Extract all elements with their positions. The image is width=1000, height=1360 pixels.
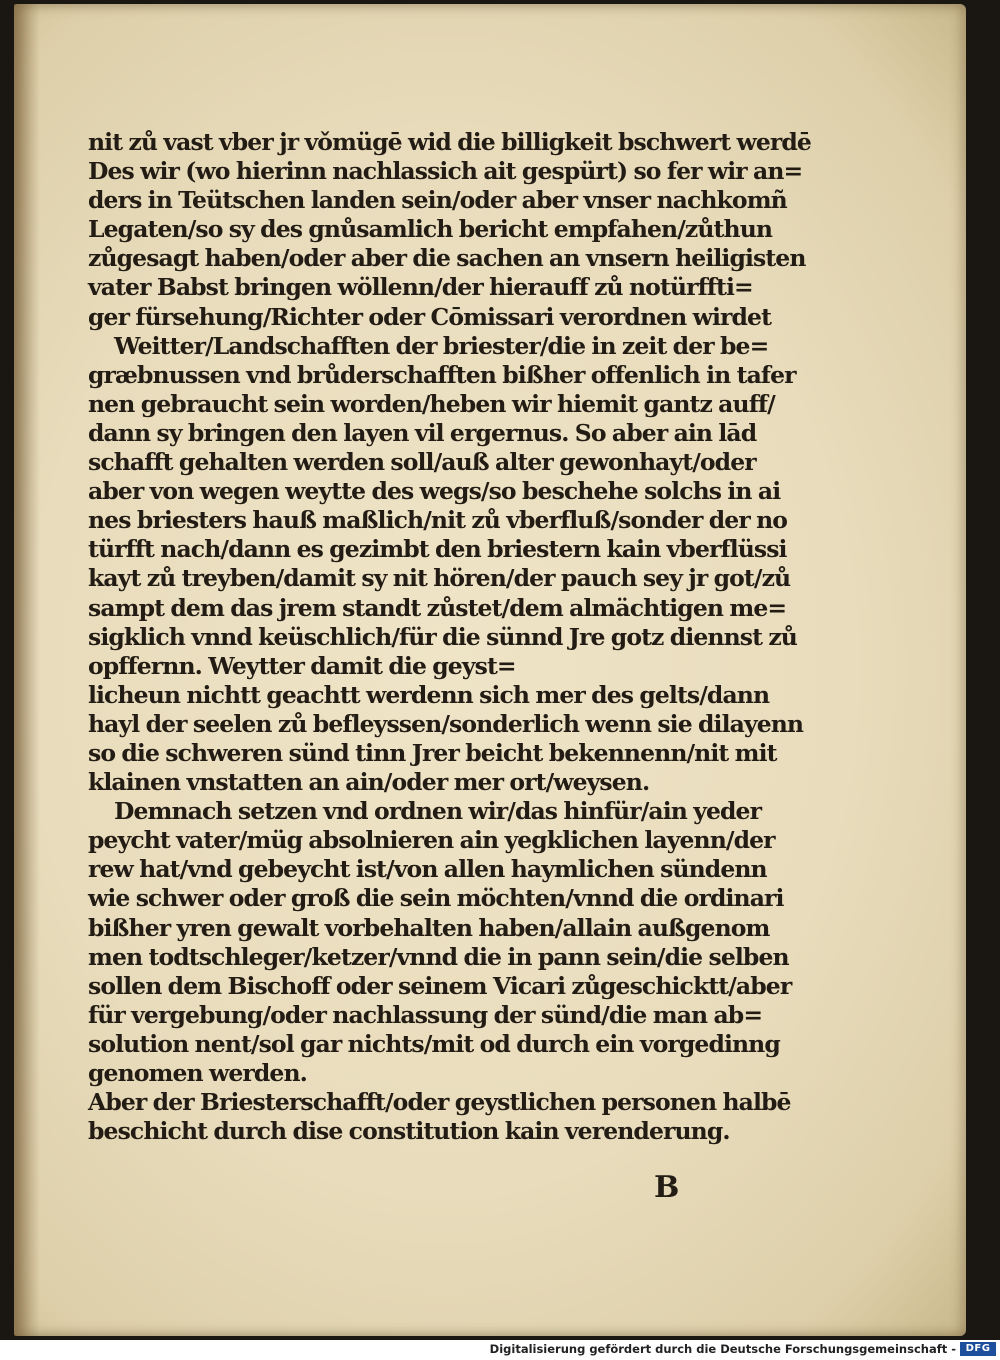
text-line: opffernn. Weytter damit die geyst=: [88, 651, 516, 680]
text-line: für vergebung/oder nachlassung der sünd/die man ab=: [88, 1000, 763, 1029]
text-line: Aber der Briesterschafft/oder geystlichen personen halbē: [88, 1088, 791, 1117]
text-line: genomen werden.: [88, 1059, 307, 1087]
text-line: nen gebraucht sein worden/heben wir hiemit gantz auff/: [88, 389, 775, 418]
text-line: wie schwer oder groß die sein möchten/vnnd die ordinari: [88, 884, 784, 913]
text-line: licheun nichtt geachtt werdenn sich mer des gelts/dann: [88, 680, 770, 709]
text-line: men todtschleger/ketzer/vnnd die in pann sein/die selben: [88, 942, 789, 971]
signature-mark: B: [654, 1170, 680, 1205]
text-line: aber von wegen weytte des wegs/so beschehe solchs in ai: [88, 477, 781, 506]
text-line: sigklich vnnd keüschlich/für die sünnd Jre gotz diennst zů: [88, 622, 797, 651]
text-line: Weitter/Landschafften der briester/die in zeit der be=: [114, 331, 769, 360]
text-line: so die schweren sünd tinn Jrer beicht bekennenn/nit mit: [88, 738, 777, 767]
dfg-logo: DFG: [960, 1342, 996, 1356]
text-line: schafft gehalten werden soll/auß alter gewonhayt/oder: [88, 448, 756, 477]
text-line: vater Babst bringen wöllenn/der hierauff zů notürffti=: [88, 273, 753, 302]
text-line: nes briesters hauß maßlich/nit zů vberfluß/sonder der no: [88, 506, 788, 535]
text-line: sollen dem Bischoff oder seinem Vicari zůgeschicktt/aber: [88, 971, 792, 1000]
footer-credit-text: Digitalisierung gefördert durch die Deutsche Forschungsgemeinschaft -: [489, 1342, 956, 1356]
text-line: türfft nach/dann es gezimbt den briestern kain vberflüssi: [88, 535, 787, 564]
digitization-footer: [0, 1340, 1000, 1360]
text-line: nit zů vast vber jr vǒmügē wid die billigkeit bschwert werdē: [88, 128, 811, 156]
text-line: zůgesagt haben/oder aber die sachen an vnsern heiligisten: [88, 244, 806, 273]
text-line: ger fürsehung/Richter oder Cōmissari verordnen wirdet: [88, 302, 772, 331]
text-line: græbnussen vnd brůderschafften bißher offenlich in tafer: [88, 360, 796, 389]
page-text-block: [88, 128, 811, 1146]
text-line: solution nent/sol gar nichts/mit od durch ein vorgedinng: [88, 1029, 780, 1058]
text-line: hayl der seelen zů befleyssen/sonderlich wenn sie dilayenn: [88, 709, 804, 738]
text-line: sampt dem das jrem standt zůstet/dem almächtigen me=: [88, 593, 787, 622]
text-line: peycht vater/müg absolnieren ain yegklichen layenn/der: [88, 826, 775, 855]
text-line: Des wir (wo hierinn nachlassich ait gespürt) so fer wir an=: [88, 157, 803, 186]
text-line: rew hat/vnd gebeycht ist/von allen haymlichen sündenn: [88, 855, 767, 884]
text-line: ders in Teütschen landen sein/oder aber vnser nachkomñ: [88, 186, 787, 215]
text-line: bißher yren gewalt vorbehalten haben/allain außgenom: [88, 913, 770, 942]
text-line: kayt zů treyben/damit sy nit hören/der pauch sey jr got/zů: [88, 564, 791, 593]
text-line: beschicht durch dise constitution kain verenderung.: [88, 1117, 730, 1146]
text-line: Legaten/so sy des gnůsamlich bericht empfahen/zůthun: [88, 215, 773, 244]
text-line: Demnach setzen vnd ordnen wir/das hinfür/ain yeder: [114, 797, 762, 826]
page-gutter-shadow: [14, 4, 40, 1336]
text-line: klainen vnstatten an ain/oder mer ort/weysen.: [88, 768, 650, 797]
text-line: dann sy bringen den layen vil ergernus. So aber ain lād: [88, 418, 757, 447]
